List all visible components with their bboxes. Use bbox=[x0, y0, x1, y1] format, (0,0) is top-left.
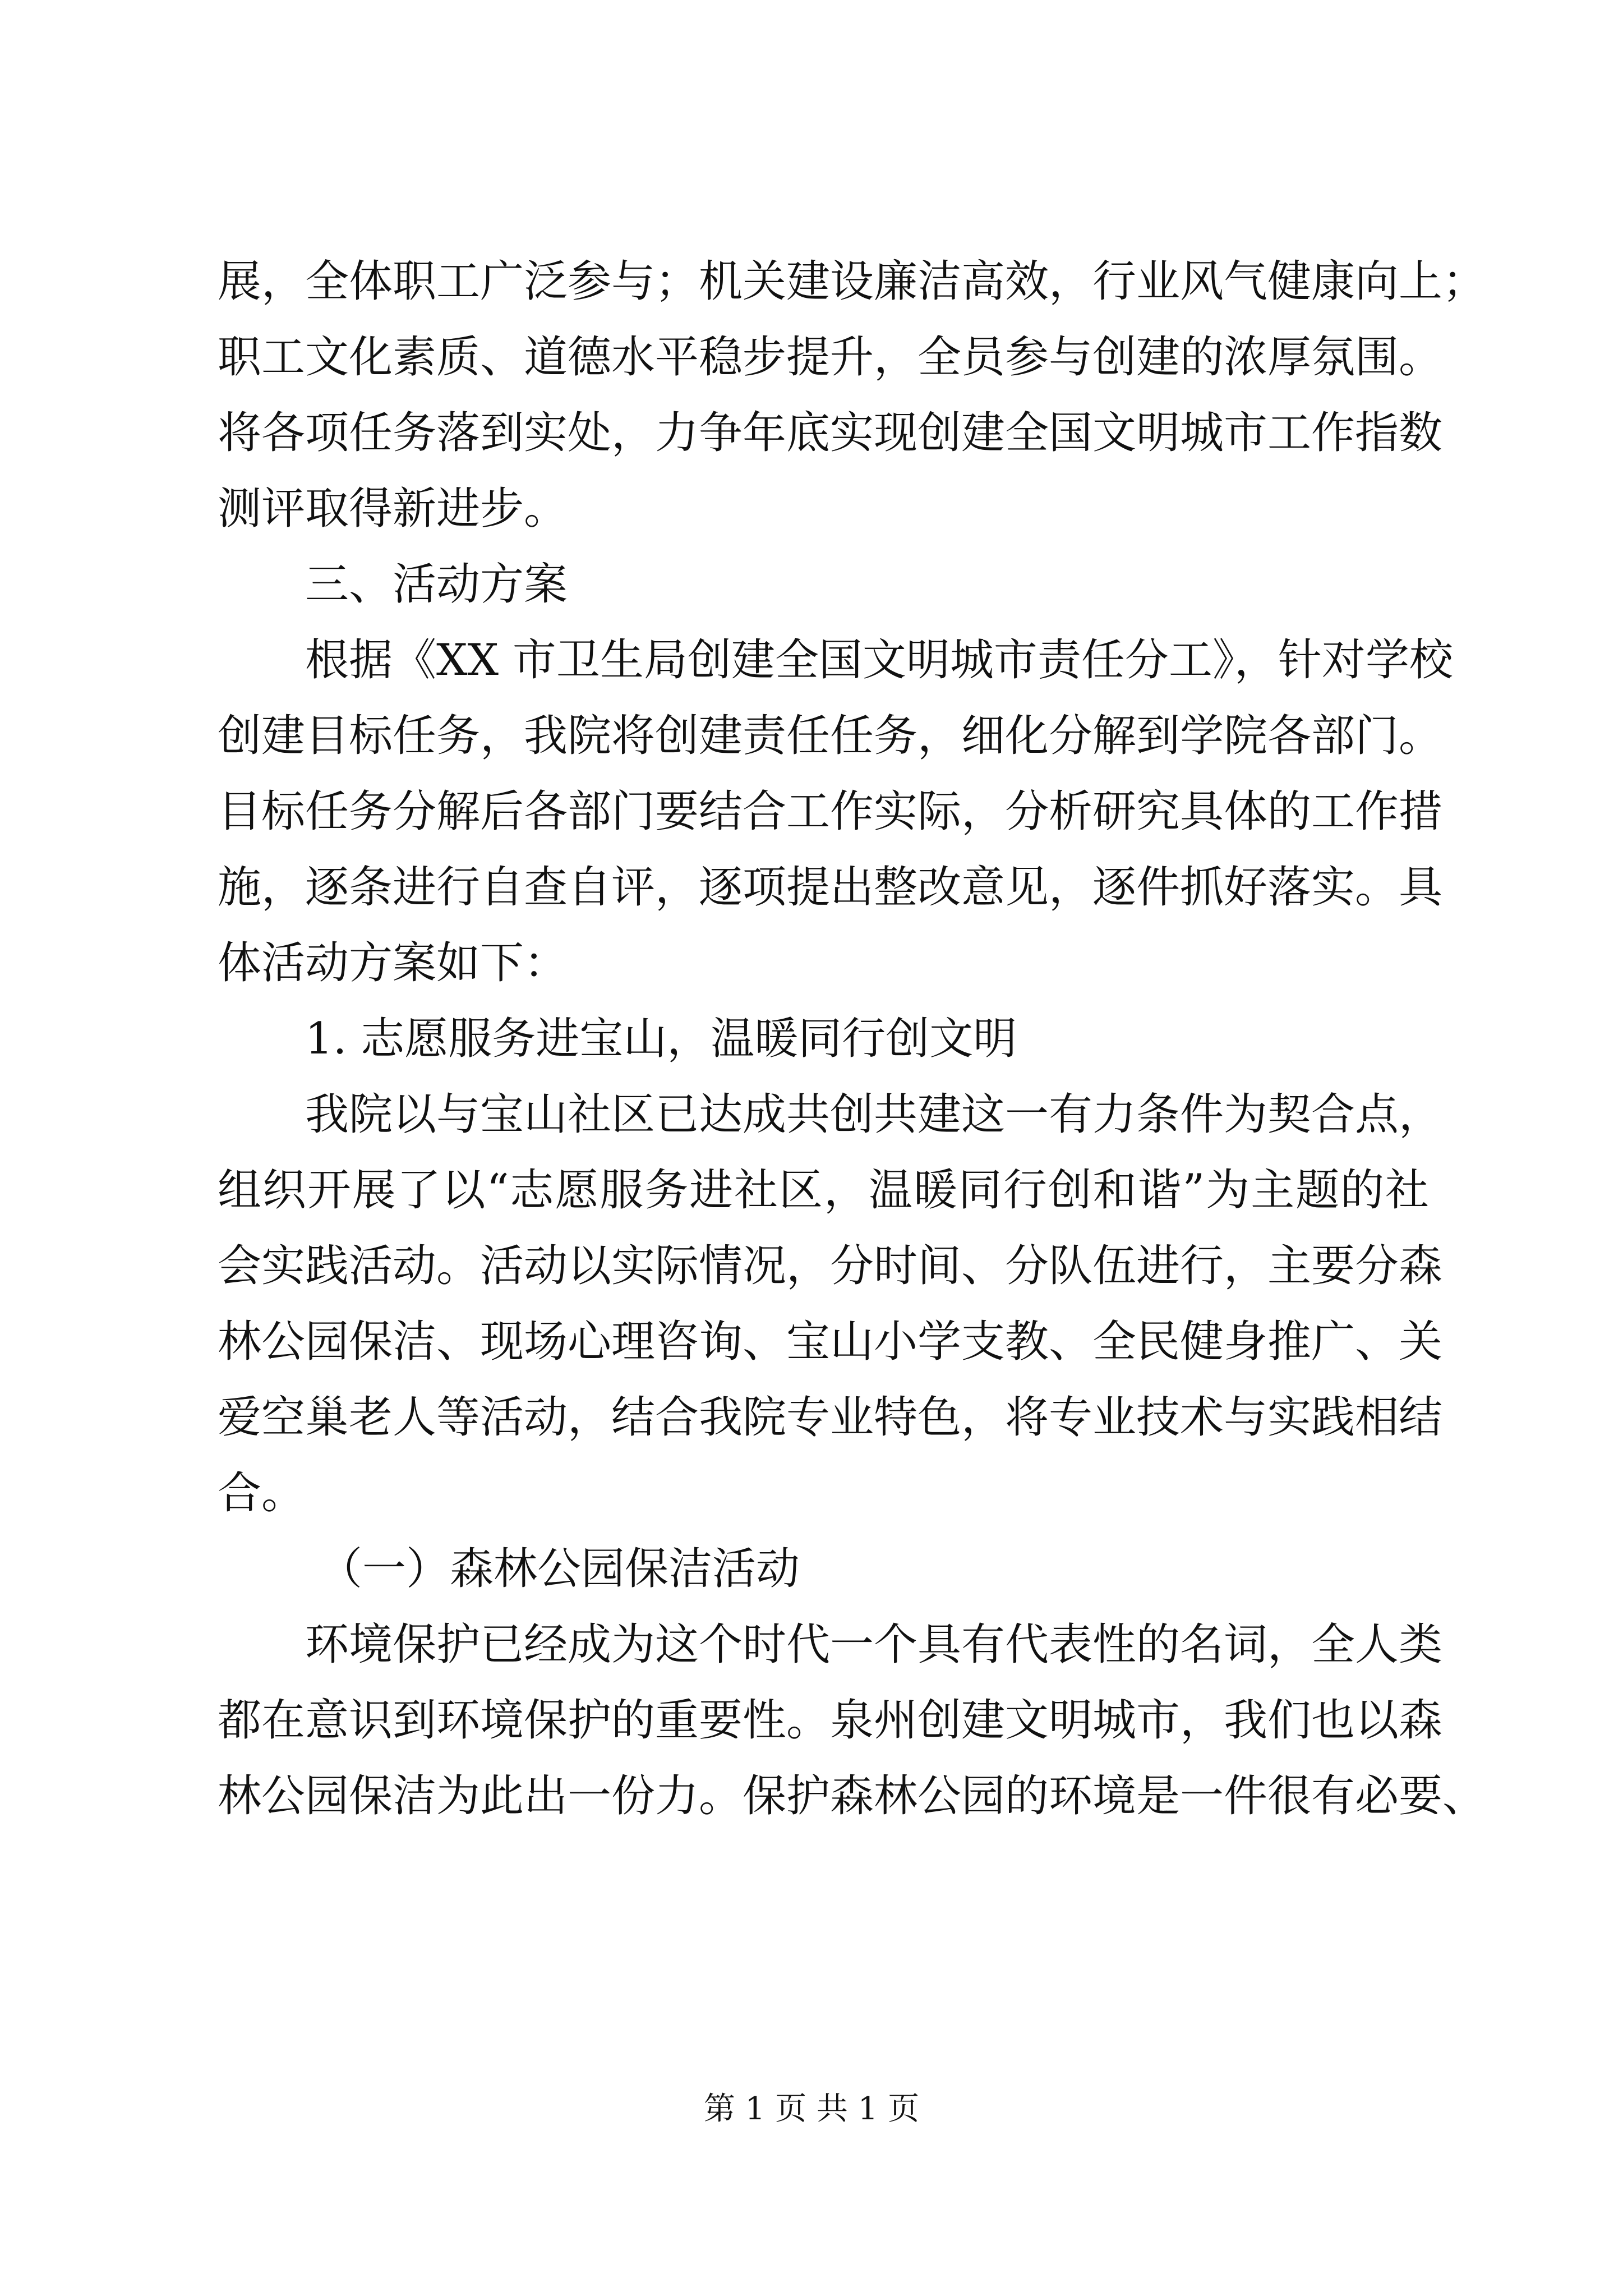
text-line: 创建目标任务，我院将创建责任任务，细化分解到学院各部门。 bbox=[218, 711, 1443, 761]
section-heading: 三、活动方案 bbox=[305, 559, 568, 610]
text-line: 体活动方案如下： bbox=[218, 938, 568, 988]
subsection-heading: （一）森林公园保洁活动 bbox=[319, 1544, 800, 1594]
text-line: 将各项任务落到实处，力争年底实现创建全国文明城市工作指数 bbox=[218, 408, 1443, 458]
text-line: 合。 bbox=[218, 1468, 306, 1519]
text-line: 都在意识到环境保护的重要性。泉州创建文明城市，我们也以森 bbox=[218, 1695, 1443, 1746]
text-line: 林公园保洁为此出一份力。保护森林公园的环境是一件很有必要、 bbox=[218, 1771, 1487, 1821]
text-line: 环境保护已经成为这个时代一个具有代表性的名词，全人类 bbox=[305, 1619, 1443, 1670]
text-line: 林公园保洁、现场心理咨询、宝山小学支教、全民健身推广、关 bbox=[218, 1317, 1443, 1367]
subsection-heading: 1. 志愿服务进宝山，温暖同行创文明 bbox=[305, 1014, 1017, 1064]
text-line: 展，全体职工广泛参与；机关建设廉洁高效，行业风气健康向上； bbox=[218, 256, 1487, 307]
text-line: 爱空巢老人等活动，结合我院专业特色，将专业技术与实践相结 bbox=[218, 1392, 1443, 1443]
text-line: 组织开展了以“志愿服务进社区，温暖同行创和谐”为主题的社 bbox=[218, 1165, 1429, 1216]
text-line: 根据《XX 市卫生局创建全国文明城市责任分工》，针对学校 bbox=[305, 635, 1453, 685]
text-line: 目标任务分解后各部门要结合工作实际，分析研究具体的工作措 bbox=[218, 786, 1443, 837]
text-line: 会实践活动。活动以实际情况，分时间、分队伍进行，主要分森 bbox=[218, 1241, 1443, 1291]
text-line: 施，逐条进行自查自评，逐项提出整改意见，逐件抓好落实。具 bbox=[218, 862, 1443, 913]
text-line: 我院以与宝山社区已达成共创共建这一有力条件为契合点， bbox=[305, 1089, 1443, 1140]
text-line: 测评取得新进步。 bbox=[218, 484, 568, 534]
text-line: 职工文化素质、道德水平稳步提升，全员参与创建的浓厚氛围。 bbox=[218, 332, 1443, 383]
page-footer: 第 1 页 共 1 页 bbox=[703, 2091, 920, 2127]
